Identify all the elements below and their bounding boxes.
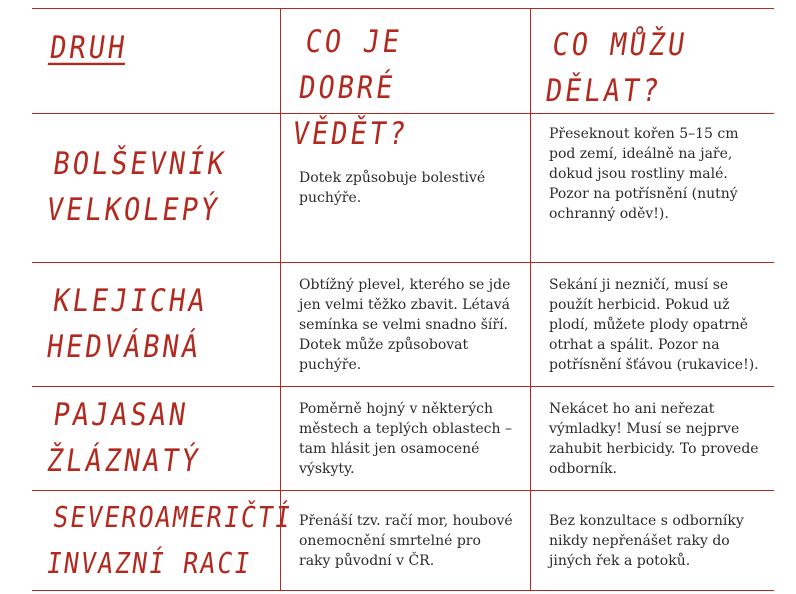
header-species-label: DRUH (47, 30, 130, 67)
species-cell (32, 114, 280, 262)
know-cell (280, 491, 530, 590)
do-cell (530, 263, 774, 386)
know-text: Poměrně hojný v některých městech a teplých oblastech – tam hlásit jen osamocené výskyty. (299, 401, 512, 477)
species-table (32, 8, 774, 591)
table-header-row (32, 8, 774, 153)
do-text: Nekácet ho ani neřezat výmladky! Musí se nejprve zahubit herbicidy. To provede odborník. (549, 401, 759, 477)
know-cell (280, 263, 530, 386)
species-name: BOLŠEVNÍK VELKOLEPÝ (44, 146, 230, 229)
species-name: SEVEROAMERIČTÍ INVAZNÍ RACI (44, 500, 295, 580)
species-cell (32, 263, 280, 386)
header-do-label: CO MŮŽU DĚLAT? (543, 27, 690, 110)
know-text: Přenáší tzv. račí mor, houbové onemocnění smrtelné pro raky původní v ČR. (299, 513, 513, 569)
do-cell (530, 491, 774, 590)
know-text: Obtížný plevel, kterého se jde jen velmi těžko zbavit. Létavá semínka se velmi snadno šíří. Dotek může způsobovat puchýře. (299, 277, 511, 373)
know-cell (280, 114, 530, 262)
species-name: KLEJICHA HEDVÁBNÁ (44, 283, 210, 365)
do-text: Přeseknout kořen 5–15 cm pod zemí, ideálně na jaře, dokud jsou rostliny malé. Pozor na potřísnění (nutný ochranný oděv!). (549, 126, 739, 222)
species-cell (32, 387, 280, 490)
table-row (32, 387, 774, 491)
know-text: Dotek způsobuje bolestivé puchýře. (299, 170, 486, 206)
know-cell (280, 387, 530, 490)
table-row (32, 491, 774, 591)
do-cell (530, 114, 774, 262)
do-text: Sekání ji nezničí, musí se použít herbicid. Pokud už plodí, můžete plody opatrně otrhat a spálit. Pozor na potřísnění šťávou (rukavice!). (549, 277, 759, 373)
do-cell (530, 387, 774, 490)
table-row (32, 263, 774, 387)
do-text: Bez konzultace s odborníky nikdy nepřenášet raky do jiných řek a potoků. (549, 513, 744, 569)
species-name: PAJASAN ŽLÁZNATÝ (44, 397, 204, 479)
species-cell (32, 491, 295, 590)
header-know-label: CO JE DOBRÉ VĚDĚT? (290, 24, 411, 153)
table-row (32, 114, 774, 263)
